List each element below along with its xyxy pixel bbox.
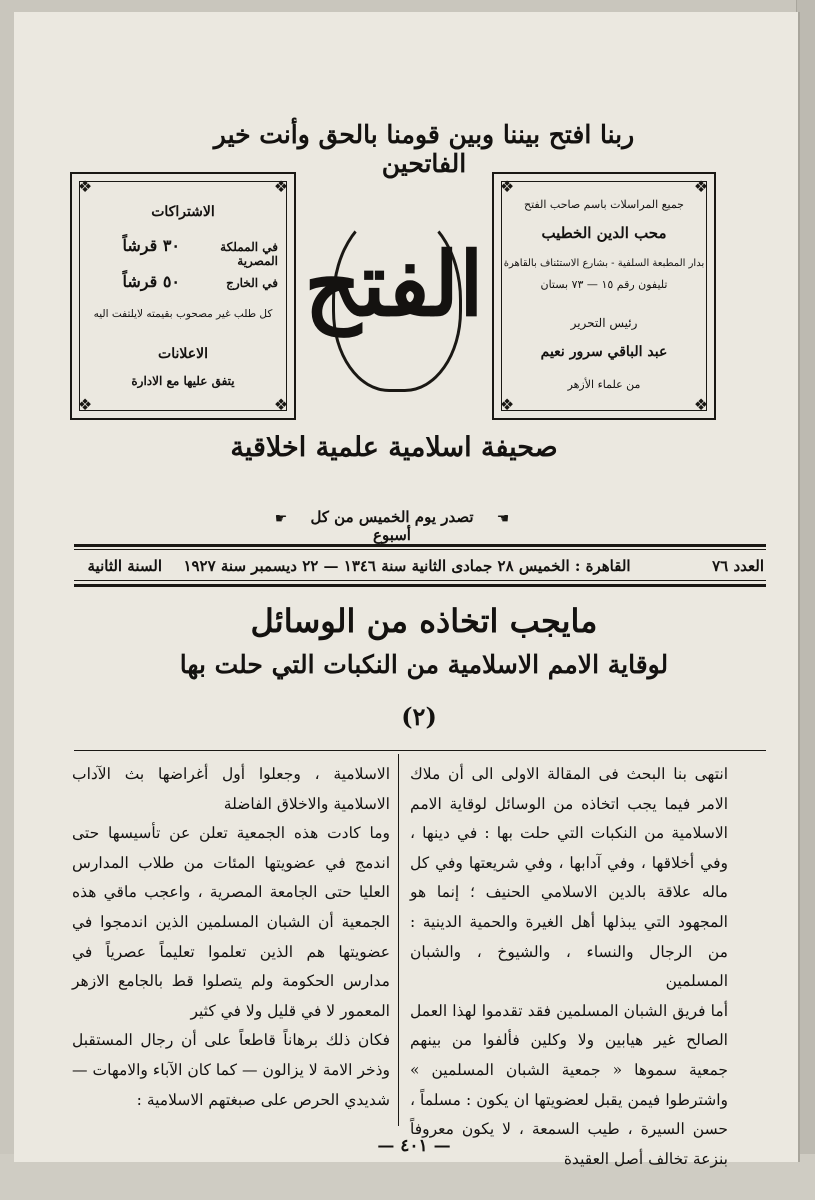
editor-label: رئيس التحرير [570,316,638,330]
corner-ornament-icon: ❖ [499,177,515,196]
subscriptions-box [70,172,296,420]
page-number: — ٤٠١ — [377,1136,451,1156]
egypt-price: ٣٠ قرشاً [122,236,180,255]
article-paragraph: فكان ذلك برهاناً قاطعاً على أن رجال المستقبل وذخر الامة لا يزالون — كما كان الآباء والامهات — شديدي الحرص على صبغتهم الاسلامية : [72,1031,390,1109]
publication-schedule [272,508,512,544]
masthead-motto: ربنا افتح بيننا وبين قومنا بالحق وأنت خير الفاتحين [213,120,635,178]
info-bar-bottom-rule [74,584,766,587]
hand-pointer-icon: ☛ [274,511,288,527]
subscription-note: كل طلب غير مصحوب بقيمته لايلتفت اليه [93,308,273,320]
publication-schedule-text: تصدر يوم الخميس من كل أسبوع [310,508,474,544]
article-paragraph: وما كادت هذه الجمعية تعلن عن تأسيسها حتى اندمج في عضويتها المئات من طلاب المدارس العليا حتى الجامعة المصرية ، واعجب ماقي هذه الجمعية أن الشبان المسلمين الذين اندمجوا في عضويتها هم الذين تعلموا تعليماً عصرياً في مدارس الحكومة ولم يتصلوا قط بالجامع الازهر المعمور لا في قليل ولا في كثير [72,824,390,1020]
correspondence-box-inner [499,177,709,414]
masthead-title: الفتح [304,232,484,336]
article-right-column [410,760,728,1174]
article-title: مايجب اتخاذه من الوسائل [250,602,598,640]
corner-ornament-icon: ❖ [273,395,289,414]
correspondence-line: جميع المراسلات باسم صاحب الفتح [524,198,684,211]
subscriptions-heading: الاشتراكات [151,204,215,220]
egypt-label: في المملكة المصرية [220,240,278,268]
article-paragraph: أما فريق الشبان المسلمين فقد تقدموا لهذا العمل الصالح غير هيابين ولا وكلين فألفوا من بينهم جمعية سموها « جمعية الشبان المسلمين » واشترطوا فيمن يقبل لعضويتها ان يكون : مسلماً ، حسن السيرة ، طيب السمعة ، لا يكون معروفاً بنزعة تخالف أصل العقيدة [410,1001,728,1168]
article-part-number: (٢) [401,702,437,731]
masthead-subtitle: صحيفة اسلامية علمية اخلاقية [230,432,558,463]
subscriptions-box-inner [77,177,289,414]
volume-year: السنة الثانية [87,557,162,575]
corner-ornament-icon: ❖ [693,177,709,196]
corner-ornament-icon: ❖ [499,395,515,414]
correspondence-box [492,172,716,420]
article-paragraph: انتهى بنا البحث فى المقالة الاولى الى أن ملاك الامر فيما يجب اتخاذه من الوسائل لوقاية الامم الاسلامية من النكبات التي حلت بها : في دينها ، وفي أخلاقها ، وفي آدابها ، وفي شريعتها وفي كل ماله علاقة بالدين الاسلامي الحنيف ؛ إنما هو المجهود التي يبذلها أهل الغيرة والحمية الدينية : من الرجال والنساء ، والشيوخ ، والشبان المسلمين [410,765,728,991]
abroad-price: ٥٠ قرشاً [122,272,180,291]
corner-ornament-icon: ❖ [77,395,93,414]
editor-name: عبد الباقي سرور نعيم [540,344,668,360]
editor-note: من علماء الأزهر [567,378,641,391]
owner-name: محب الدين الخطيب [541,224,667,242]
address: بدار المطبعة السلفية - بشارع الاستئناف بالقاهرة [503,258,705,269]
article-paragraph: الاسلامية ، وجعلوا أول أغراضها بث الآداب الاسلامية والاخلاق الفاضلة [72,765,390,813]
article-subtitle: لوقاية الامم الاسلامية من النكبات التي حلت بها [179,650,669,679]
article-left-column [72,760,390,1115]
ads-heading: الاعلانات [158,346,208,362]
issue-date: القاهرة : الخميس ٢٨ جمادى الثانية سنة ١٣٤٦ — ٢٢ ديسمبر سنة ١٩٢٧ [183,557,631,575]
ads-note: يتفق عليها مع الادارة [131,374,235,388]
phone: تليفون رقم ١٥ — ٧٣ بستان [540,278,668,291]
corner-ornament-icon: ❖ [693,395,709,414]
column-divider [398,754,399,1126]
info-bar-top-rule-thin [74,549,766,550]
masthead-title-block [304,182,484,417]
abroad-label: في الخارج [226,276,278,290]
hand-pointer-icon: ☛ [496,511,510,527]
info-bar-top-rule [74,544,766,547]
corner-ornament-icon: ❖ [77,177,93,196]
issue-number: العدد ٧٦ [712,557,764,575]
info-bar-bottom-rule-thin [74,580,766,581]
article-header-rule [74,750,766,751]
newspaper-page [14,12,800,1168]
corner-ornament-icon: ❖ [273,177,289,196]
